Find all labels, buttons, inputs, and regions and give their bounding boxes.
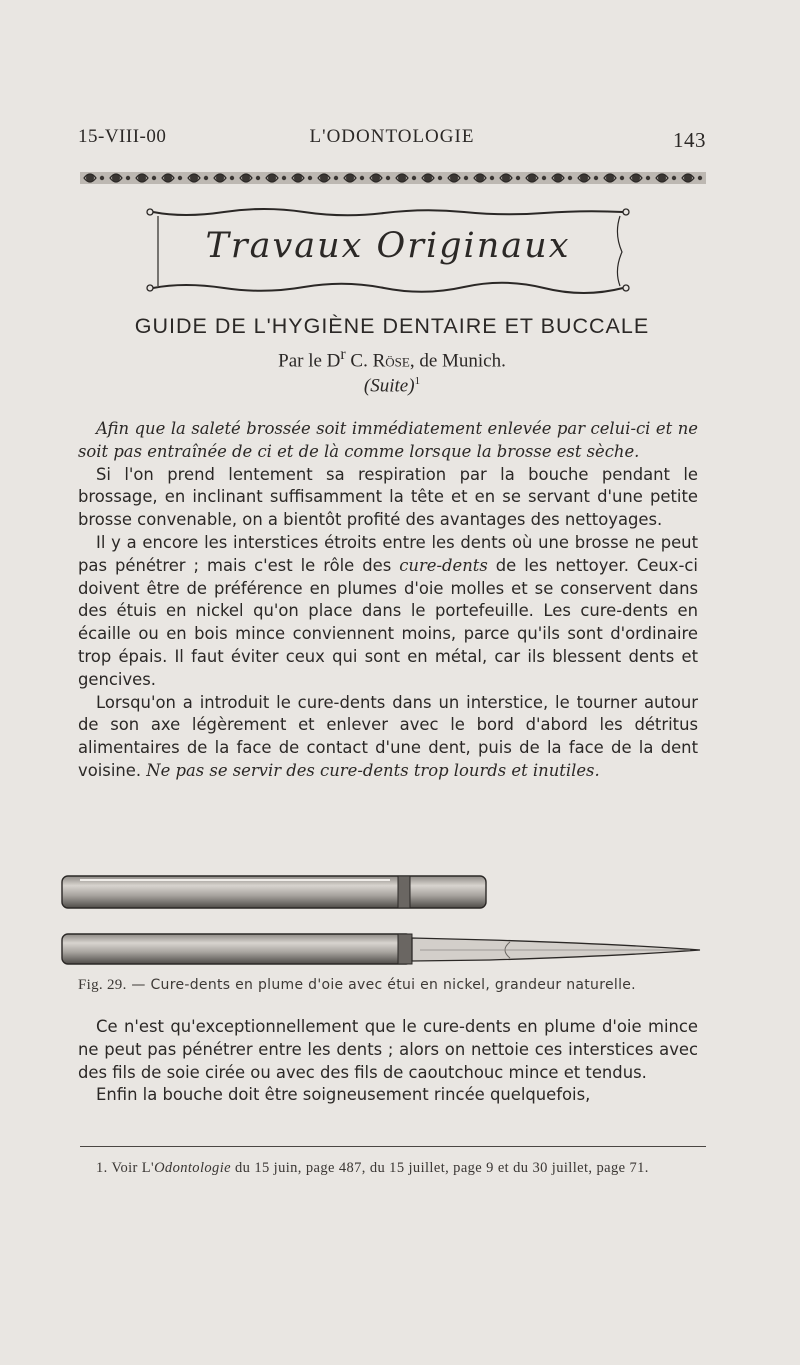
article-body-continued bbox=[78, 1016, 698, 1107]
paragraph-text: Lorsqu'on a introduit le cure-dents dans un interstice, le tourner autour de son axe légèrement et enlever avec le bord d'abord les détritus alimentaires de la face de contact d'une dent, puis de la face de la dent voisine. bbox=[78, 692, 698, 780]
footnote-rule bbox=[80, 1146, 706, 1147]
running-head bbox=[78, 126, 706, 152]
byline-prefix: Par le D bbox=[278, 350, 341, 372]
figure-caption bbox=[78, 977, 718, 994]
figure-label: Fig. 29. bbox=[78, 977, 127, 993]
caption-text: — Cure-dents en plume d'oie avec étui en nickel, grandeur naturelle. bbox=[126, 977, 636, 993]
paragraph: Si l'on prend lentement sa respiration par la bouche pendant le brossage, en inclinant suffisamment la tête et en se servant d'une petite brosse convenable, on a bientôt profité des avantages des nettoyages. bbox=[78, 464, 698, 530]
byline bbox=[78, 346, 706, 372]
toothpick-figure bbox=[60, 862, 710, 972]
paragraph bbox=[78, 692, 698, 783]
continuation-text: (Suite) bbox=[363, 375, 415, 397]
footnote-ref: 1 bbox=[414, 375, 421, 387]
continuation-mark bbox=[78, 375, 706, 397]
journal-title: Odontologie bbox=[154, 1160, 231, 1176]
paragraph-text: de les nettoyer. Ceux-ci doivent être de préférence en plumes d'oie molles et se conservent dans des étuis en nickel qu'on place dans le portefeuille. Les cure-dents en écaille ou en bois mince conviennent moins, parce qu'ils sont d'ordinaire trop épais. Il faut éviter ceux qui sont en métal, car ils blessent dents et gencives. bbox=[78, 555, 698, 689]
article-body bbox=[78, 418, 698, 783]
paragraph-text: Il y a encore les interstices étroits entre les dents où une brosse ne peut pas pénétrer ; mais c'est le rôle des bbox=[78, 532, 698, 575]
footnote-number: 1. bbox=[96, 1160, 108, 1176]
ornamental-band bbox=[80, 168, 706, 188]
footnote bbox=[78, 1157, 698, 1179]
paragraph bbox=[78, 532, 698, 692]
footnote-text bbox=[78, 1157, 698, 1179]
byline-suffix: , de Munich. bbox=[409, 350, 506, 372]
article-title: GUIDE DE L'HYGIÈNE DENTAIRE ET BUCCALE bbox=[134, 314, 650, 338]
section-title: Travaux Originaux bbox=[205, 226, 571, 266]
journal-name: L'ODONTOLOGIE bbox=[309, 126, 475, 147]
footnote-prefix: Voir L' bbox=[107, 1160, 155, 1176]
issue-date: 15-VIII-00 bbox=[78, 126, 167, 147]
emphasis: Ne pas se servir des cure-dents trop lourds et inutiles. bbox=[146, 760, 600, 780]
paragraph: Enfin la bouche doit être soigneusement rincée quelquefois, bbox=[96, 1085, 591, 1105]
emphasis: cure-dents bbox=[399, 555, 488, 575]
paragraph: Ce n'est qu'exceptionnellement que le cure-dents en plume d'oie mince ne peut pas pénétrer entre les dents ; alors on nettoie ces interstices avec des fils de soie cirée ou avec des fils de caoutchouc mince et tendus. bbox=[78, 1017, 698, 1082]
footnote-details: du 15 juin, page 487, du 15 juillet, page 9 et du 30 juillet, page 71. bbox=[230, 1160, 649, 1176]
paragraph: Afin que la saleté brossée soit immédiatement enlevée par celui-ci et ne soit pas entraînée de ci et de là comme lorsque la brosse est sèche. bbox=[78, 419, 698, 461]
author-name: C. Röse bbox=[350, 350, 410, 372]
page-number: 143 bbox=[673, 128, 706, 152]
byline-sup: r bbox=[340, 346, 346, 363]
